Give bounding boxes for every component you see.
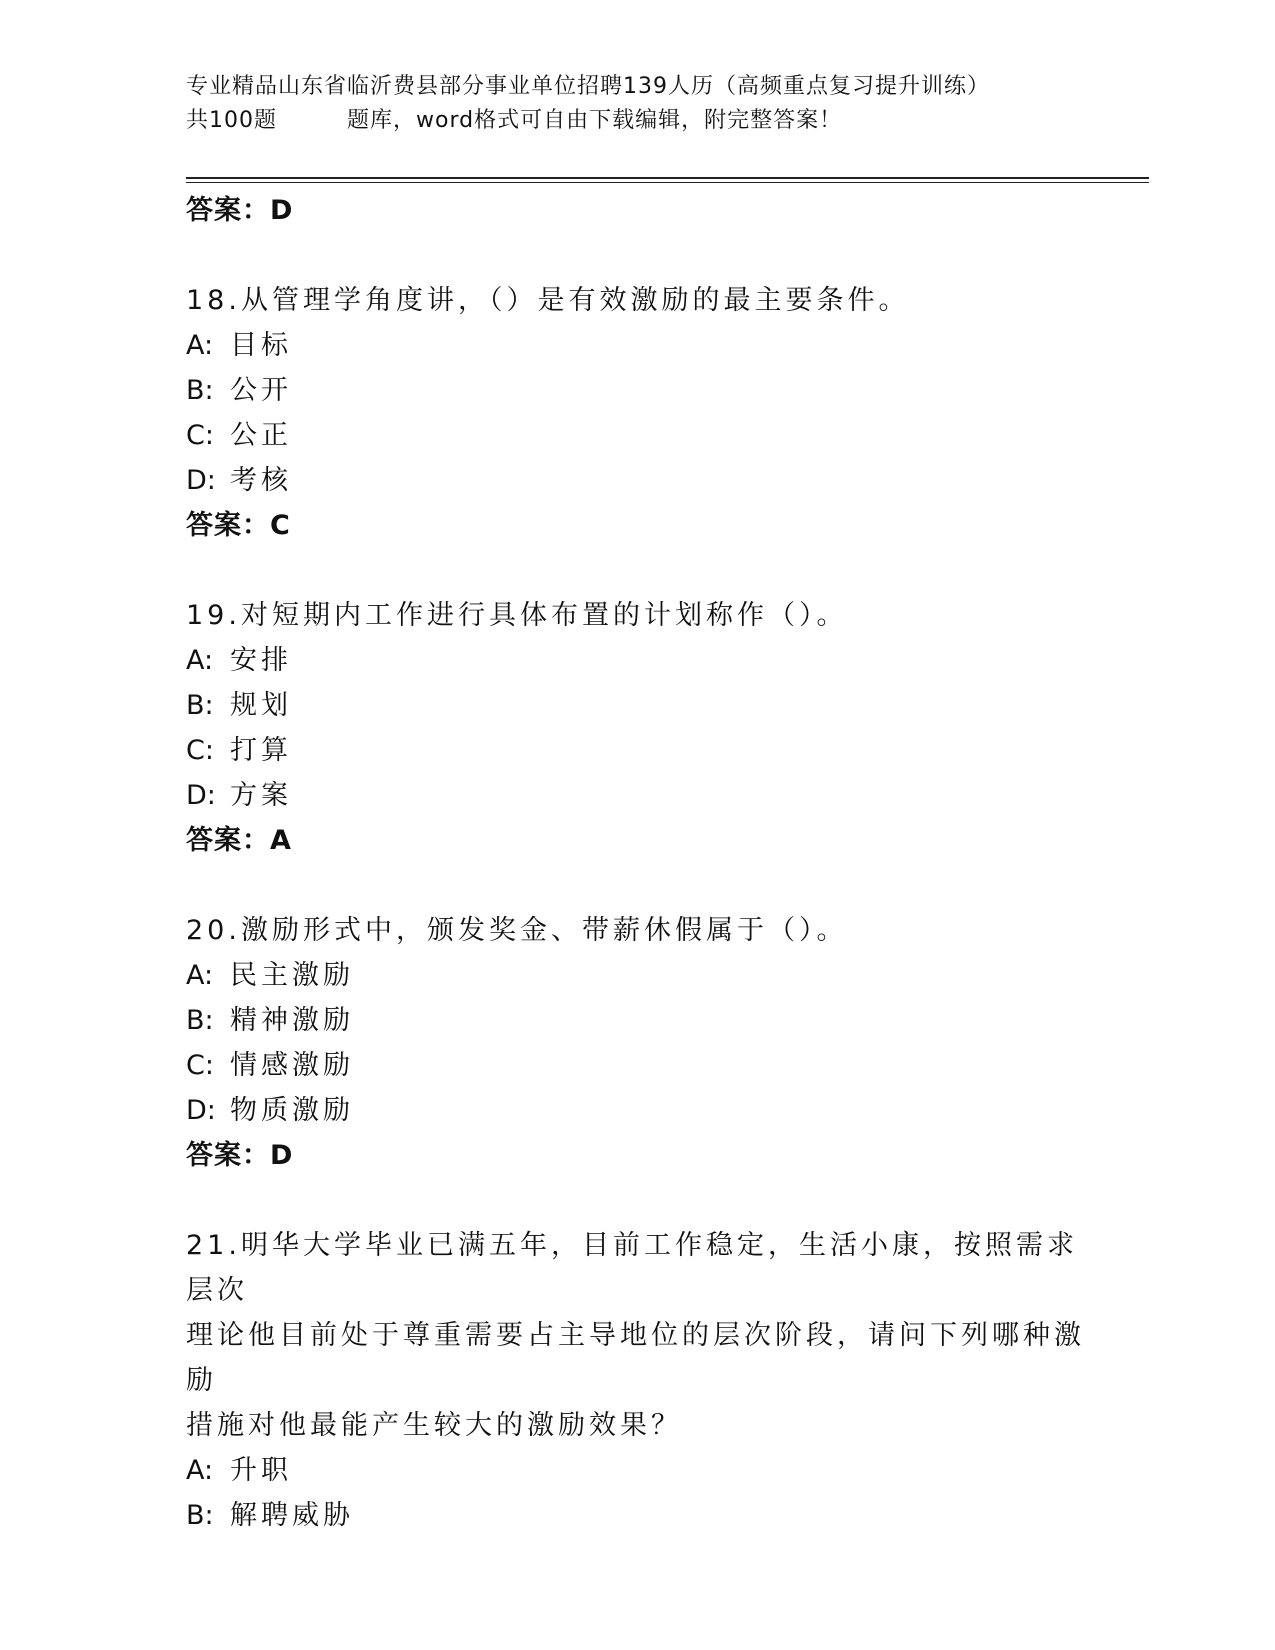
option-b [186, 683, 1086, 728]
answer-line: 答案：C [186, 510, 291, 541]
option-text: 安排 [230, 645, 292, 676]
option-b [186, 368, 1086, 413]
option-letter: B: [186, 1005, 214, 1036]
option-letter: D: [186, 780, 216, 811]
option-letter: C: [186, 735, 214, 766]
question-stem: 19.对短期内工作进行具体布置的计划称作（）。 [186, 600, 848, 631]
question-21 [186, 1223, 1086, 1538]
header-subtitle-line [186, 104, 1086, 138]
question-stem-line: 理论他目前处于尊重需要占主导地位的层次阶段，请问下列哪种激励 [186, 1320, 1085, 1396]
option-d [186, 773, 1086, 818]
question-stem-line: 措施对他最能产生较大的激励效果？ [186, 1410, 682, 1441]
option-a [186, 323, 1086, 368]
document-header [186, 70, 1086, 138]
option-text: 考核 [230, 465, 292, 496]
header-description: 题库，word格式可自由下载编辑，附完整答案！ [347, 108, 843, 133]
question-list [186, 188, 1086, 1538]
option-letter: B: [186, 690, 214, 721]
option-letter: A: [186, 330, 214, 361]
option-letter: D: [186, 1095, 216, 1126]
header-title-line: 专业精品山东省临沂费县部分事业单位招聘139人历（高频重点复习提升训练） [186, 74, 990, 99]
option-d [186, 458, 1086, 503]
option-b [186, 998, 1086, 1043]
option-text: 情感激励 [230, 1050, 354, 1081]
option-a [186, 953, 1086, 998]
option-letter: A: [186, 960, 214, 991]
option-letter: A: [186, 1455, 214, 1486]
option-d [186, 1088, 1086, 1133]
option-text: 公开 [230, 375, 292, 406]
question-stem-line: 21.明华大学毕业已满五年，目前工作稳定，生活小康，按照需求层次 [186, 1230, 1078, 1306]
option-letter: C: [186, 420, 214, 451]
option-text: 升职 [230, 1455, 292, 1486]
option-letter: C: [186, 1050, 214, 1081]
option-letter: A: [186, 645, 214, 676]
option-text: 规划 [230, 690, 292, 721]
option-text: 打算 [230, 735, 292, 766]
option-text: 民主激励 [230, 960, 354, 991]
question-stem: 20.激励形式中，颁发奖金、带薪休假属于（）。 [186, 915, 848, 946]
header-divider-thick [186, 177, 1149, 179]
question-stem: 18.从管理学角度讲，（）是有效激励的最主要条件。 [186, 285, 910, 316]
option-letter: B: [186, 375, 214, 406]
answer-line: 答案：D [186, 1140, 294, 1171]
header-divider-thin [186, 182, 1149, 183]
option-letter: B: [186, 1500, 214, 1531]
option-a [186, 638, 1086, 683]
option-text: 物质激励 [230, 1095, 354, 1126]
option-c [186, 1043, 1086, 1088]
question-18 [186, 278, 1086, 548]
option-c [186, 413, 1086, 458]
answer-line: 答案：A [186, 825, 292, 856]
question-count: 共100题 [186, 108, 277, 133]
option-b [186, 1493, 1086, 1538]
option-text: 公正 [230, 420, 292, 451]
option-c [186, 728, 1086, 773]
option-text: 方案 [230, 780, 292, 811]
option-text: 解聘威胁 [230, 1500, 354, 1531]
option-a [186, 1448, 1086, 1493]
option-text: 目标 [230, 330, 292, 361]
question-19 [186, 593, 1086, 863]
option-text: 精神激励 [230, 1005, 354, 1036]
previous-question-answer: 答案：D [186, 195, 294, 226]
option-letter: D: [186, 465, 216, 496]
question-20 [186, 908, 1086, 1178]
